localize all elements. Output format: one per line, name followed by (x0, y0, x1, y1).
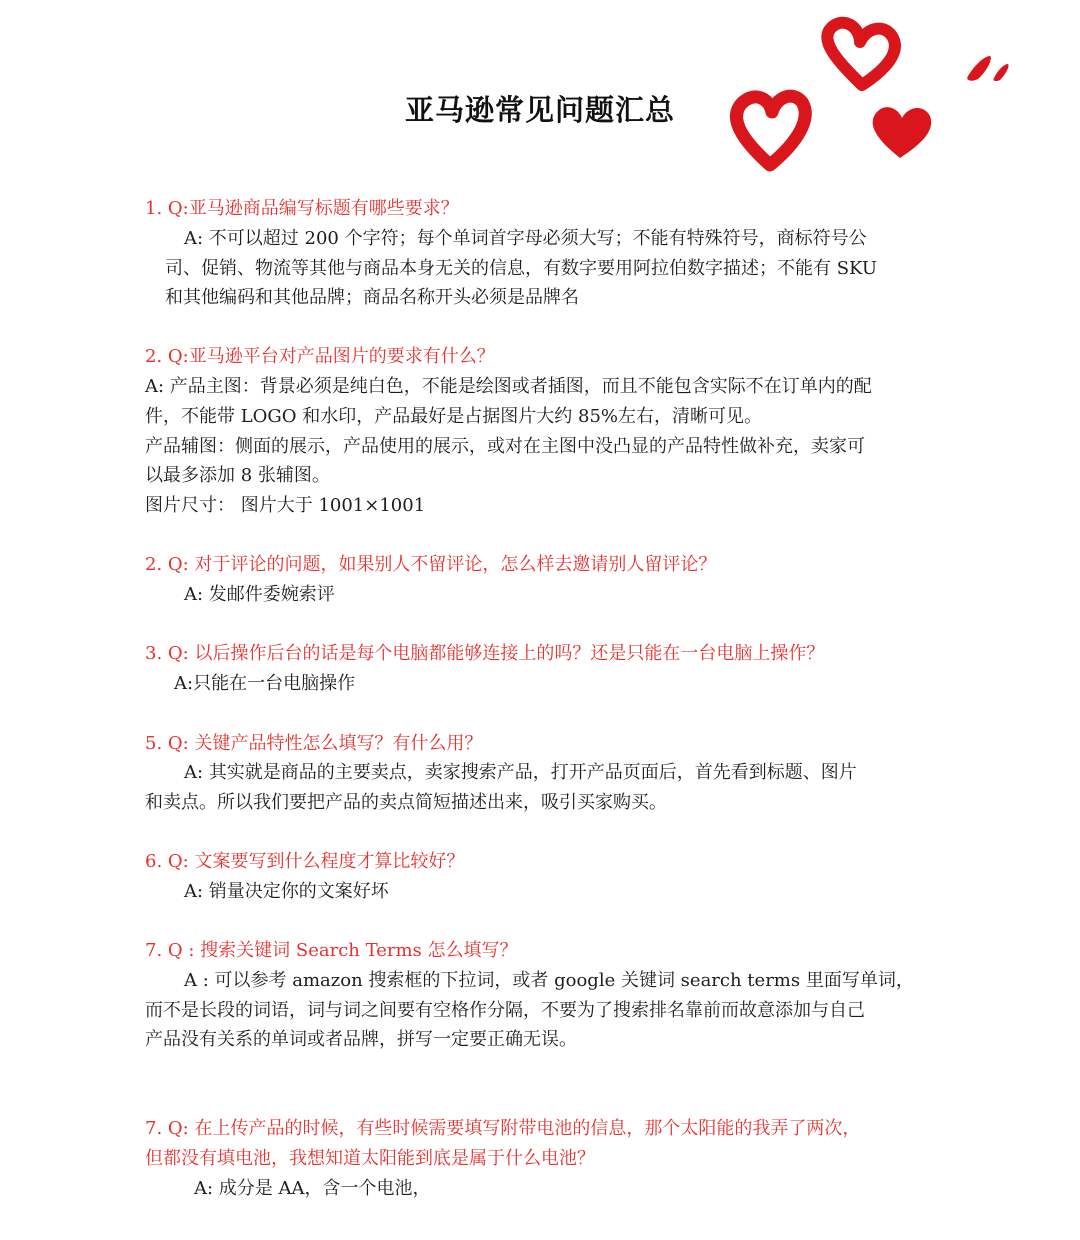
faq-question: 3. Q: 以后操作后台的话是每个电脑都能够连接上的吗？还是只能在一台电脑上操作？ (145, 643, 825, 664)
faq-question: 2. Q:亚马逊平台对产品图片的要求有什么？ (145, 346, 495, 367)
faq-answer-line: A: 其实就是商品的主要卖点，卖家搜索产品，打开产品页面后，首先看到标题、图片 (184, 762, 857, 783)
faq-answer-line: 和其他编码和其他品牌；商品名称开头必须是品牌名 (165, 287, 579, 308)
heart-stroke-icon (967, 56, 991, 81)
faq-answer-line: A : 可以参考 amazon 搜索框的下拉词，或者 google 关键词 search terms 里面写单词， (184, 970, 914, 991)
faq-answer-line: 司、促销、物流等其他与商品本身无关的信息，有数字要用阿拉伯数字描述；不能有 SKU (165, 258, 878, 279)
faq-answer-line: A: 成分是 AA，含一个电池， (194, 1178, 431, 1199)
faq-answer-line: A: 产品主图：背景必须是纯白色，不能是绘图或者插图，而且不能包含实际不在订单内的配 (145, 376, 872, 397)
faq-answer-line: 件，不能带 LOGO 和水印，产品最好是占据图片大约 85%左右，清晰可见。 (145, 406, 763, 427)
faq-question: 7. Q: 在上传产品的时候，有些时候需要填写附带电池的信息，那个太阳能的我弄了两次， (145, 1118, 861, 1139)
faq-answer-line: 和卖点。所以我们要把产品的卖点简短描述出来，吸引买家购买。 (145, 792, 667, 813)
faq-question: 但都没有填电池，我想知道太阳能到底是属于什么电池？ (145, 1148, 595, 1169)
faq-question: 1. Q:亚马逊商品编写标题有哪些要求？ (145, 198, 459, 219)
faq-answer-line: A: 发邮件委婉索评 (184, 584, 335, 605)
faq-answer-line: A: 销量决定你的文案好坏 (184, 881, 389, 902)
faq-question: 5. Q: 关键产品特性怎么填写？有什么用？ (145, 733, 483, 754)
page-title: 亚马逊常见问题汇总 (404, 93, 675, 127)
faq-answer-line: 产品没有关系的单词或者品牌，拼写一定要正确无误。 (145, 1029, 577, 1050)
faq-answer-line: 以最多添加 8 张辅图。 (145, 465, 330, 486)
faq-question: 7. Q : 搜索关键词 Search Terms 怎么填写？ (145, 940, 518, 961)
faq-answer-line: 图片尺寸： 图片大于 1001×1001 (145, 495, 426, 516)
faq-question: 6. Q: 文案要写到什么程度才算比较好？ (145, 851, 465, 872)
faq-answer-line: 而不是长段的词语，词与词之间要有空格作分隔，不要为了搜索排名靠前而故意添加与自己 (145, 1000, 865, 1021)
faq-answer-line: 产品辅图：侧面的展示，产品使用的展示，或对在主图中没凸显的产品特性做补充，卖家可 (145, 436, 865, 457)
faq-answer-line: A: 不可以超过 200 个字符；每个单词首字母必须大写；不能有特殊符号，商标符号公 (184, 228, 867, 249)
heart-stroke-icon (993, 64, 1008, 81)
heart-outline-top-icon (827, 23, 895, 85)
faq-answer-line: A:只能在一台电脑操作 (174, 673, 356, 694)
faq-question: 2. Q: 对于评论的问题，如果别人不留评论，怎么样去邀请别人留评论？ (145, 554, 717, 575)
